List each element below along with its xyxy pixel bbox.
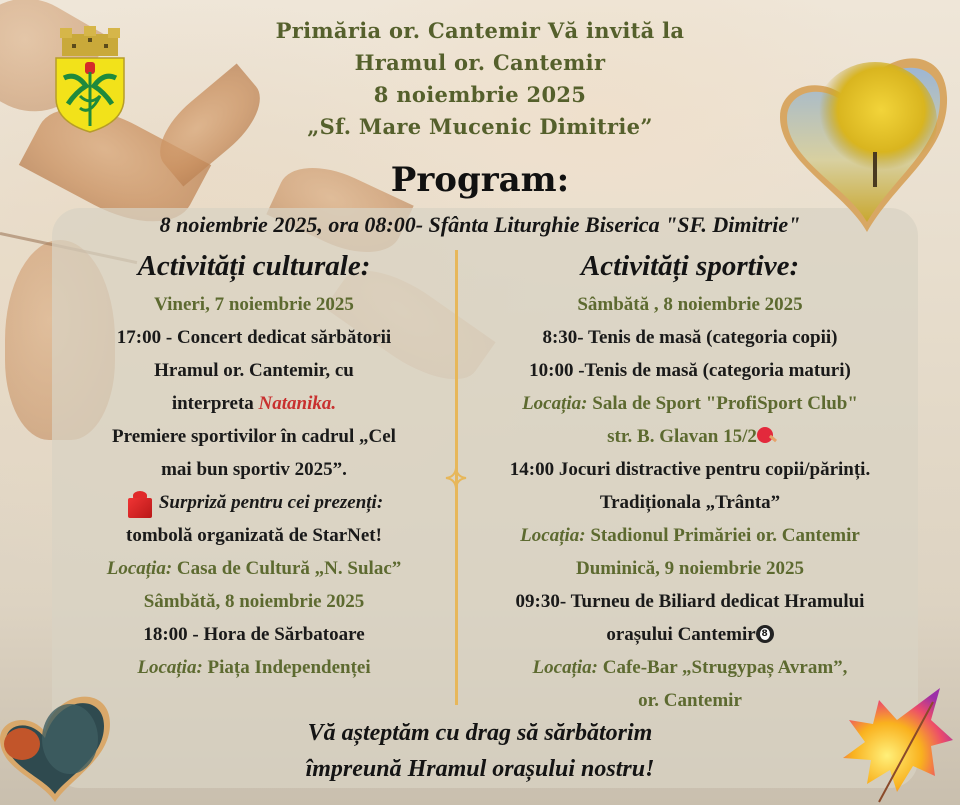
cultural-day1: Vineri, 7 noiembrie 2025 — [154, 294, 354, 315]
raffle-line: tombolă organizată de StarNet! — [126, 525, 382, 546]
header-saint: „Sf. Mare Mucenic Dimitrie” — [307, 114, 653, 139]
liturgy-line: 8 noiembrie 2025, ora 08:00- Sfânta Liturghie Biserica "SF. Dimitrie" — [159, 212, 801, 237]
sports-location2 — [470, 519, 910, 552]
footer-line2: împreună Hramul orașului nostru! — [305, 756, 655, 782]
cultural-activities — [58, 248, 450, 684]
location-value: Cafe-Bar „Strugураș Avram”, — [597, 657, 848, 678]
sports-heading: Activități sportive: — [580, 250, 800, 282]
ping-pong-icon — [757, 427, 773, 443]
concert-line3 — [58, 387, 450, 420]
location-label: Locația: — [520, 525, 586, 546]
surprise-line — [58, 486, 450, 519]
header-event-name: Hramul or. Cantemir — [354, 50, 606, 75]
sports-day2: Duminică, 9 noiembrie 2025 — [576, 558, 804, 579]
header-invite: Primăria or. Cantemir Vă invită la — [275, 18, 685, 43]
concert-line2: Hramul or. Cantemir, cu — [154, 360, 354, 381]
location-value: Piața Independenței — [202, 657, 371, 678]
concert-line1: 17:00 - Concert dedicat sărbătorii — [116, 327, 392, 348]
location-label: Locația: — [106, 558, 173, 579]
heart-photo-forest — [0, 684, 112, 804]
billiard-line2 — [470, 618, 910, 651]
sports-activities — [470, 248, 910, 717]
cultural-heading: Activități culturale: — [137, 250, 371, 282]
artist-name: Natanika. — [258, 393, 337, 414]
heart-photo-tree — [775, 42, 953, 234]
cultural-location2 — [58, 651, 450, 684]
billiard-ball-icon — [756, 625, 774, 643]
gift-icon — [125, 489, 155, 519]
billiard-line1: 09:30- Turneu de Biliard dedicat Hramului — [515, 591, 865, 612]
program-title: Program: — [390, 160, 570, 200]
sports-address1 — [470, 420, 910, 453]
concert-prefix: interpreta — [171, 393, 259, 414]
sports-location1 — [470, 387, 910, 420]
location-label: Locația: — [532, 657, 598, 678]
tenis-adults: 10:00 -Tenis de masă (categoria maturi) — [529, 360, 851, 381]
address-value: str. B. Glavan 15/2 — [607, 426, 757, 447]
header-date: 8 noiembrie 2025 — [373, 82, 587, 107]
surprise-text: Surpriză pentru cei prezenți: — [158, 492, 384, 513]
awards-line2: mai bun sportiv 2025”. — [161, 459, 347, 480]
location-value: Casa de Cultură „N. Sulac” — [172, 558, 402, 579]
games-line1: 14:00 Jocuri distractive pentru copii/părinți. — [509, 459, 871, 480]
cultural-location1 — [58, 552, 450, 585]
tenis-kids: 8:30- Tenis de masă (categoria copii) — [542, 327, 838, 348]
cultural-day2: Sâmbătă, 8 noiembrie 2025 — [143, 591, 365, 612]
awards-line1: Premiere sportivilor în cadrul „Cel — [112, 426, 396, 447]
footer-line1: Vă așteptăm cu drag să sărbătorim — [307, 720, 653, 746]
games-line2: Tradiționala „Trânta” — [599, 492, 781, 513]
location-value: Sala de Sport "ProfiSport Club" — [587, 393, 858, 414]
sports-location3-city: or. Cantemir — [638, 690, 742, 711]
billiard-text: orașului Cantemir — [606, 624, 756, 645]
location-value: Stadionul Primăriei or. Cantemir — [585, 525, 860, 546]
hora-line: 18:00 - Hora de Sărbatoare — [143, 624, 365, 645]
sports-day1: Sâmbătă , 8 noiembrie 2025 — [577, 294, 803, 315]
location-label: Locația: — [137, 657, 203, 678]
maple-leaf-icon — [835, 680, 955, 805]
location-label: Locația: — [522, 393, 588, 414]
